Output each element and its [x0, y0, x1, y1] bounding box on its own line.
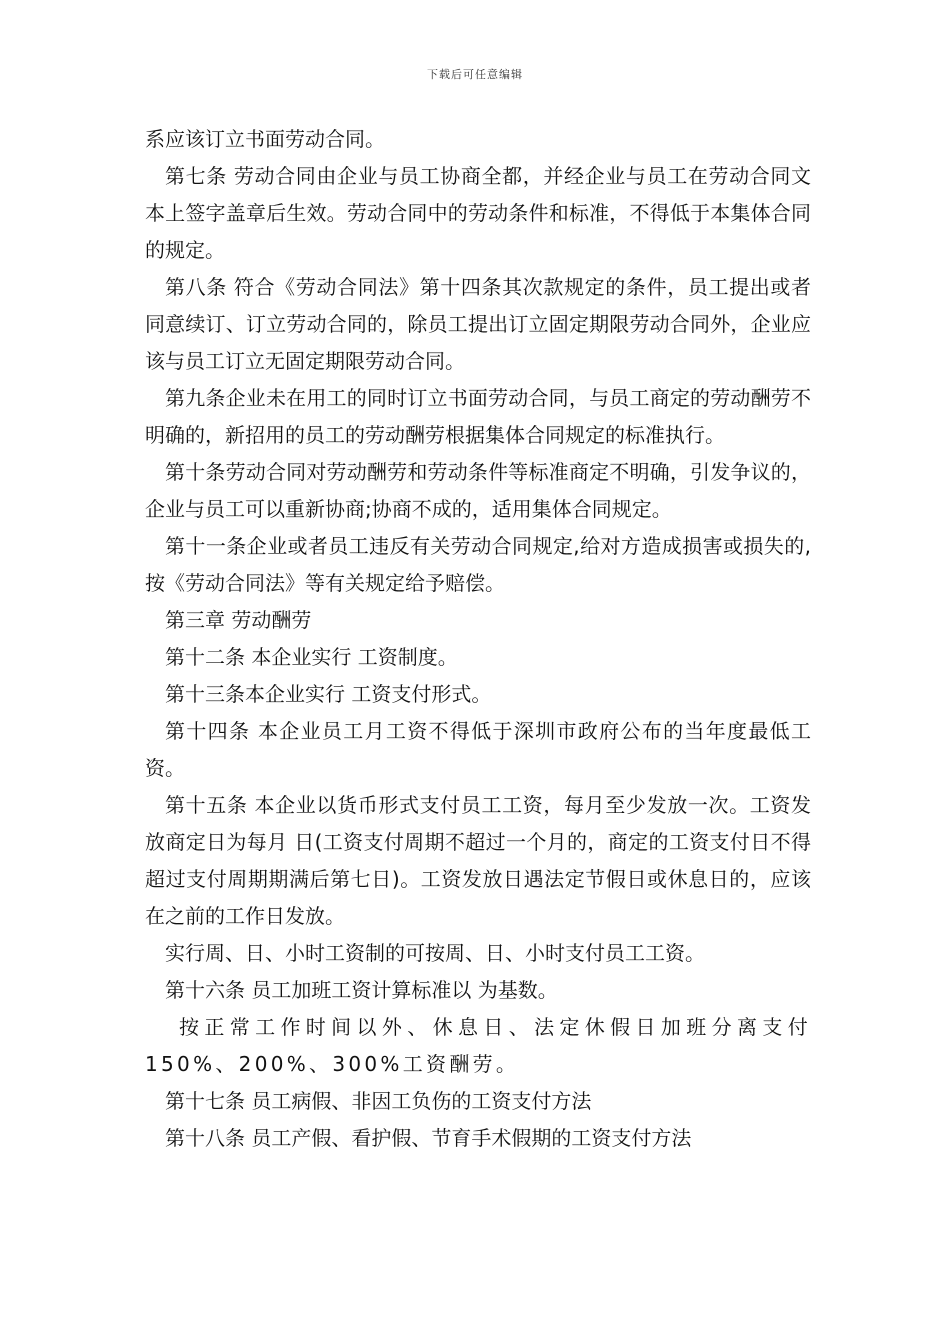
- paragraph-article-12: 第十二条 本企业实行 工资制度。: [165, 645, 458, 669]
- paragraph-article-10: 第十条劳动合同对劳动酬劳和劳动条件等标准商定不明确，引发争议的，企业与员工可以重新协商;协商不成的，适用集体合同规定。: [145, 460, 811, 521]
- paragraph-article-18: 第十八条 员工产假、看护假、节育手术假期的工资支付方法: [165, 1126, 692, 1150]
- paragraph-continuation: 系应该订立书面劳动合同。: [145, 127, 385, 151]
- document-body: [145, 121, 811, 1157]
- paragraph-article-8: 第八条 符合《劳动合同法》第十四条其次款规定的条件，员工提出或者同意续订、订立劳动合同的，除员工提出订立固定期限劳动合同外，企业应该与员工订立无固定期限劳动合同。: [145, 275, 811, 373]
- paragraph-article-7: 第七条 劳动合同由企业与员工协商全都，并经企业与员工在劳动合同文本上签字盖章后生效。劳动合同中的劳动条件和标准，不得低于本集体合同的规定。: [145, 164, 811, 262]
- paragraph-article-15: 第十五条 本企业以货币形式支付员工工资，每月至少发放一次。工资发放商定日为每月 日(工资支付周期不超过一个月的，商定的工资支付日不得超过支付周期期满后第七日)。工资发放日遇法定节假日或休息日的，应该在之前的工作日发放。: [145, 793, 811, 928]
- page-header: 下载后可任意编辑: [427, 68, 523, 81]
- paragraph-article-14: 第十四条 本企业员工月工资不得低于深圳市政府公布的当年度最低工资。: [145, 719, 811, 780]
- paragraph-hourly-wage: 实行周、日、小时工资制的可按周、日、小时支付员工工资。: [165, 941, 705, 965]
- paragraph-overtime-rates: 按正常工作时间以外、休息日、法定休假日加班分离支付150%、200%、300%工资酬劳。: [145, 1015, 811, 1076]
- paragraph-article-9: 第九条企业未在用工的同时订立书面劳动合同，与员工商定的劳动酬劳不明确的，新招用的员工的劳动酬劳根据集体合同规定的标准执行。: [145, 386, 811, 447]
- paragraph-article-17: 第十七条 员工病假、非因工负伤的工资支付方法: [165, 1089, 592, 1113]
- chapter-heading: 第三章 劳动酬劳: [165, 608, 312, 632]
- paragraph-article-11: 第十一条企业或者员工违反有关劳动合同规定,给对方造成损害或损失的,按《劳动合同法》等有关规定给予赔偿。: [145, 534, 811, 595]
- paragraph-article-13: 第十三条本企业实行 工资支付形式。: [165, 682, 492, 706]
- paragraph-article-16: 第十六条 员工加班工资计算标准以 为基数。: [165, 978, 558, 1002]
